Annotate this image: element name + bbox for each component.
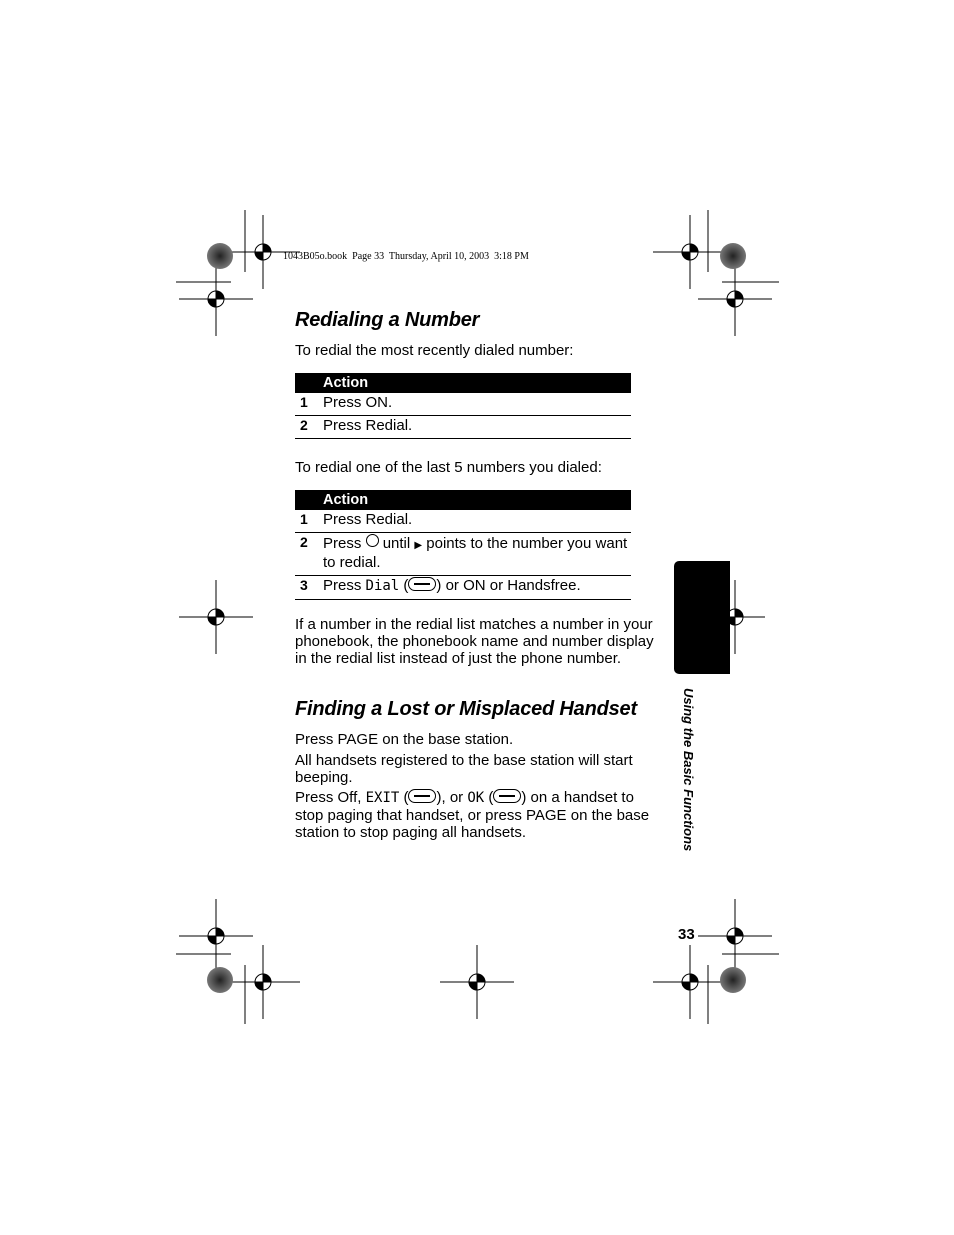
exit-key-label: EXIT [365,790,400,806]
stop-paging-instruction: Press Off, EXIT ( ), or OK ( ) on a handset to stop paging that handset, or press PAGE on the base station to stop paging all handsets. [295,789,650,841]
chapter-side-label: Using the Basic Functions [681,688,696,852]
pointer-arrow-icon: ▶ [414,540,423,551]
table-row: 1 Press ON. [295,393,631,416]
softkey-icon [408,789,436,803]
table-header: Action [323,373,631,393]
table-header: Action [323,490,631,510]
dial-key-label: Dial [365,578,400,594]
softkey-icon [408,577,436,591]
softkey-icon [493,789,521,803]
action-table-2 [295,490,631,600]
chapter-tab [674,561,730,674]
redial-note: If a number in the redial list matches a number in your phonebook, the phonebook name and number display in the redial list instead of just the phone number. [295,616,654,667]
table-row: 2 Press until ▶ points to the number you want to redial. [295,533,631,576]
table-row: 1 Press Redial. [295,510,631,533]
beeping-note: All handsets registered to the base station will start beeping. [295,752,633,786]
redial-intro: To redial the most recently dialed number: [295,342,574,359]
redial-list-intro: To redial one of the last 5 numbers you dialed: [295,459,602,476]
section-title-redialing: Redialing a Number [295,309,480,331]
navigation-key-icon [366,534,379,547]
book-slug: 1043B05o.book Page 33 Thursday, April 10, 2003 3:18 PM [283,251,529,262]
ok-key-label: OK [467,790,485,806]
page-number: 33 [678,926,695,943]
table-row: 3 Press Dial ( ) or ON or Handsfree. [295,576,631,600]
page-instruction: Press PAGE on the base station. [295,731,514,748]
section-title-finding-handset: Finding a Lost or Misplaced Handset [295,698,637,720]
table-row: 2 Press Redial. [295,416,631,439]
action-table-1 [295,373,631,439]
